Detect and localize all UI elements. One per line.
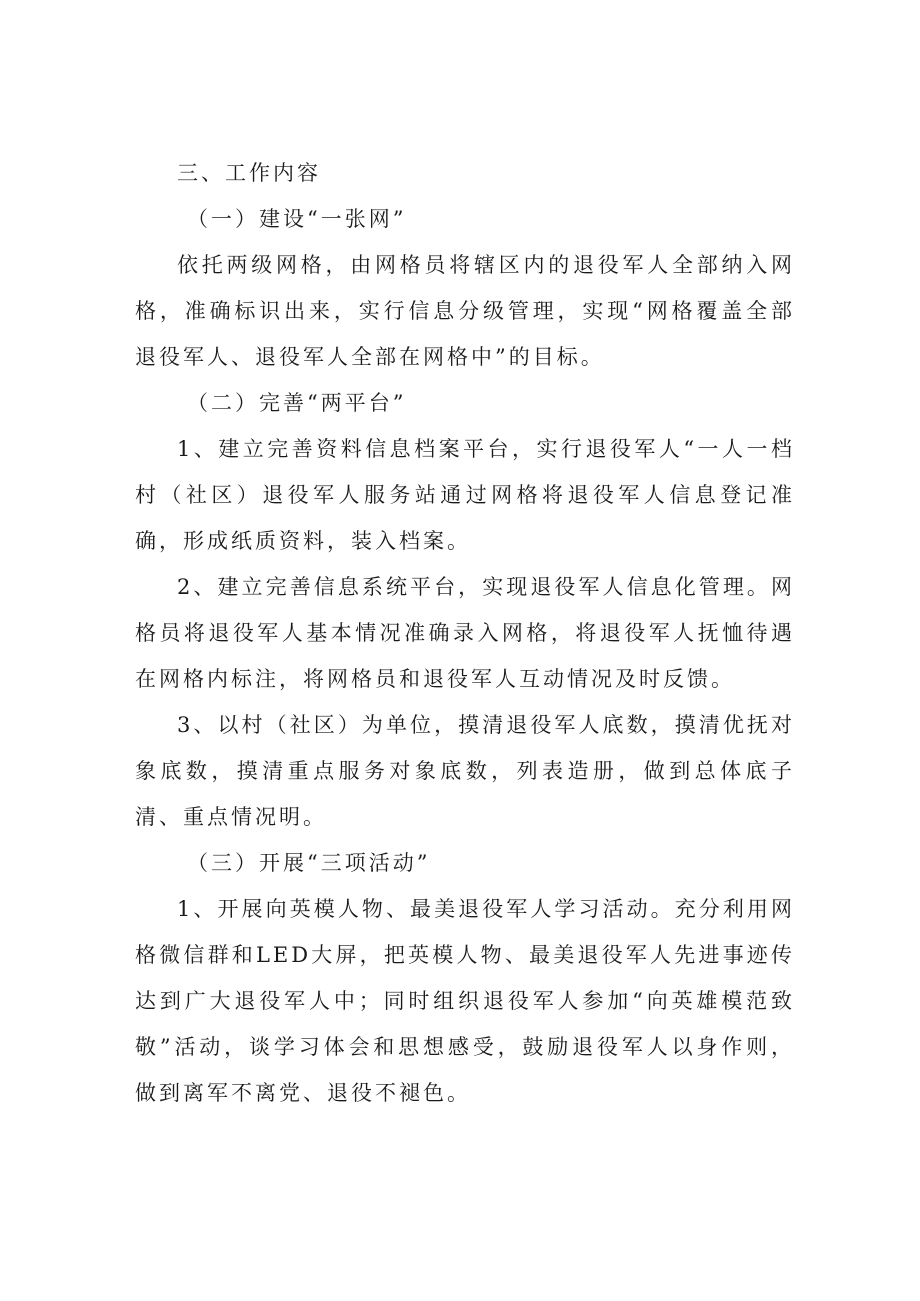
section-heading: 三、工作内容 [177,161,321,185]
subsection-1-title: （一）建设“一张网” [187,207,407,231]
subsection-3-title: （三）开展“三项活动” [187,851,431,875]
subsection-2-item-2: 2、建立完善信息系统平台，实现退役军人信息化管理。网格员将退役军人基本情况准确录入网格，将退役军人抚恤待遇在网格内标注，将网格员和退役军人互动情况及时反馈。 [135,575,795,691]
subsection-3-item-1: 1、开展向英模人物、最美退役军人学习活动。充分利用网格微信群和LED大屏，把英模人物、最美退役军人先进事迹传达到广大退役军人中；同时组织退役军人参加“向英雄模范致敬”活动，谈学习体会和思想感受，鼓励退役军人以身作则，做到离军不离党、退役不褪色。 [135,897,795,1105]
subsection-1-paragraph: 依托两级网格，由网格员将辖区内的退役军人全部纳入网格，准确标识出来，实行信息分级管理，实现“网格覆盖全部退役军人、退役军人全部在网格中”的目标。 [135,253,795,369]
subsection-2-item-3: 3、以村（社区）为单位，摸清退役军人底数，摸清优抚对象底数，摸清重点服务对象底数，列表造册，做到总体底子清、重点情况明。 [135,713,795,829]
document-body [135,150,795,1116]
subsection-2-item-1: 1、建立完善资料信息档案平台，实行退役军人“一人一档村（社区）退役军人服务站通过网格将退役军人信息登记准确，形成纸质资料，装入档案。 [135,437,795,553]
subsection-2-title: （二）完善“两平台” [187,391,407,415]
